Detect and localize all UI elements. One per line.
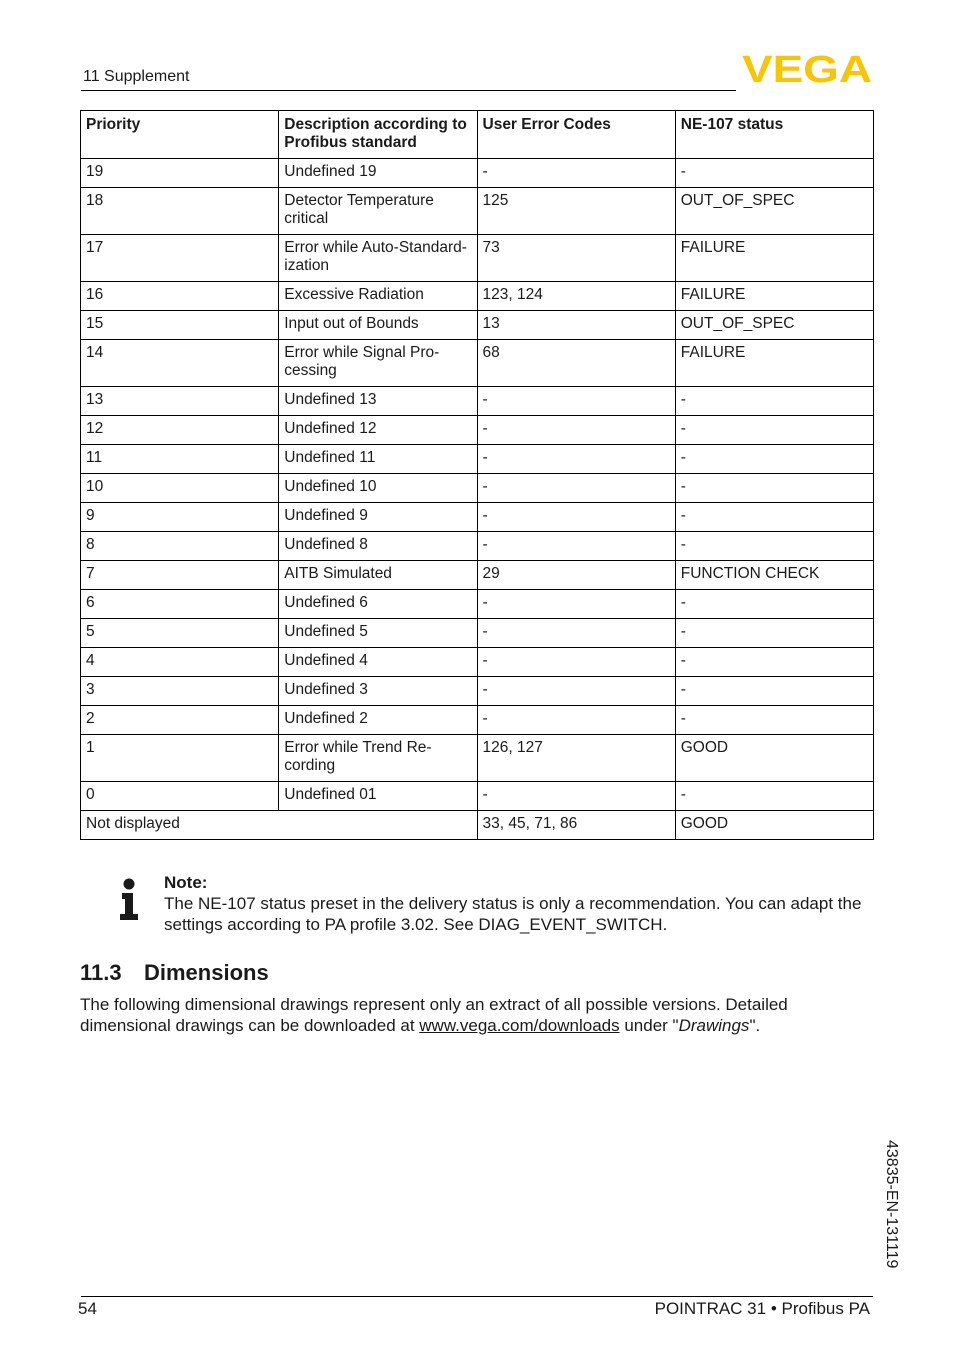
status-cell: GOOD: [675, 811, 873, 840]
error-code-cell: 123, 124: [477, 282, 675, 311]
description-cell: Undefined 6: [279, 590, 477, 619]
column-header: Description according to Profibus standard: [279, 111, 477, 159]
priority-cell: 6: [81, 590, 279, 619]
priority-cell: 7: [81, 561, 279, 590]
status-cell: -: [675, 503, 873, 532]
document-id-text: 43835-EN-131119: [883, 1140, 900, 1269]
status-cell: -: [675, 445, 873, 474]
table-row: [81, 282, 874, 311]
status-cell: OUT_OF_SPEC: [675, 311, 873, 340]
error-priority-table: [80, 110, 874, 840]
priority-cell: 8: [81, 532, 279, 561]
table-row: [81, 503, 874, 532]
table-row: [81, 445, 874, 474]
error-code-cell: -: [477, 474, 675, 503]
product-name: POINTRAC 31 • Profibus PA: [654, 1299, 870, 1318]
table-row: [81, 188, 874, 235]
error-code-cell: -: [477, 619, 675, 648]
error-code-cell: -: [477, 416, 675, 445]
priority-cell: 13: [81, 387, 279, 416]
header-rule: [81, 90, 736, 91]
error-code-cell: -: [477, 677, 675, 706]
priority-cell: 10: [81, 474, 279, 503]
table-row: [81, 735, 874, 782]
description-cell: Undefined 4: [279, 648, 477, 677]
error-code-cell: -: [477, 782, 675, 811]
priority-cell: 17: [81, 235, 279, 282]
priority-cell: 1: [81, 735, 279, 782]
priority-cell: 12: [81, 416, 279, 445]
description-cell: Undefined 8: [279, 532, 477, 561]
table-row: [81, 561, 874, 590]
vega-logo-text: VEGA: [742, 52, 872, 84]
description-cell: Detector Temperature critical: [279, 188, 477, 235]
table-row-not-displayed: [81, 811, 874, 840]
table-row: [81, 619, 874, 648]
table-row: [81, 590, 874, 619]
section-paragraph: [80, 994, 880, 1036]
column-header: Priority: [81, 111, 279, 159]
table-row: [81, 340, 874, 387]
description-cell: Undefined 13: [279, 387, 477, 416]
error-code-cell: 33, 45, 71, 86: [477, 811, 675, 840]
description-cell: Error while Trend Re-cording: [279, 735, 477, 782]
priority-cell: 4: [81, 648, 279, 677]
table-row: [81, 235, 874, 282]
description-cell: Undefined 12: [279, 416, 477, 445]
description-cell: Undefined 5: [279, 619, 477, 648]
table-row: [81, 532, 874, 561]
priority-cell: 3: [81, 677, 279, 706]
drawings-term: Drawings: [678, 1016, 750, 1035]
error-code-cell: 126, 127: [477, 735, 675, 782]
priority-cell: 2: [81, 706, 279, 735]
status-cell: FAILURE: [675, 235, 873, 282]
table-row: [81, 416, 874, 445]
priority-cell: 9: [81, 503, 279, 532]
status-cell: -: [675, 782, 873, 811]
description-cell: Undefined 10: [279, 474, 477, 503]
error-code-cell: -: [477, 532, 675, 561]
page-number: 54: [78, 1299, 97, 1318]
description-cell: AITB Simulated: [279, 561, 477, 590]
error-code-cell: -: [477, 706, 675, 735]
error-code-cell: -: [477, 387, 675, 416]
info-icon: [118, 878, 140, 920]
table-row: [81, 782, 874, 811]
running-header: 11 Supplement: [83, 68, 190, 85]
note-title: Note:: [164, 873, 208, 892]
description-cell: Undefined 19: [279, 159, 477, 188]
description-cell: Undefined 01: [279, 782, 477, 811]
error-code-cell: -: [477, 590, 675, 619]
footer-rule: [81, 1296, 873, 1297]
priority-cell: 14: [81, 340, 279, 387]
priority-cell: 0: [81, 782, 279, 811]
status-cell: FAILURE: [675, 340, 873, 387]
description-cell: Undefined 11: [279, 445, 477, 474]
priority-cell: 19: [81, 159, 279, 188]
vega-logo: [742, 52, 872, 84]
description-cell: Undefined 3: [279, 677, 477, 706]
section-title: Dimensions: [144, 960, 269, 985]
priority-cell: 5: [81, 619, 279, 648]
table-row: [81, 648, 874, 677]
paragraph-text: under ": [619, 1016, 679, 1035]
table-row: [81, 677, 874, 706]
error-code-cell: -: [477, 445, 675, 474]
error-code-cell: 125: [477, 188, 675, 235]
priority-cell: 16: [81, 282, 279, 311]
column-header: User Error Codes: [477, 111, 675, 159]
status-cell: -: [675, 387, 873, 416]
error-code-cell: -: [477, 159, 675, 188]
note-text: The NE-107 status preset in the delivery status is only a recommendation. You can adapt the settings according to PA profile 3.02. See DIAG_EVENT_SWITCH.: [164, 894, 862, 934]
table-row: [81, 474, 874, 503]
description-cell: Error while Auto-Standard-ization: [279, 235, 477, 282]
not-displayed-cell: Not displayed: [81, 811, 478, 840]
description-cell: Undefined 9: [279, 503, 477, 532]
error-code-cell: 29: [477, 561, 675, 590]
paragraph-text: The following dimensional drawings represent only an extract of all possible versions. Detailed dimensional drawings can be downloaded at: [80, 995, 788, 1035]
table-row: [81, 387, 874, 416]
status-cell: OUT_OF_SPEC: [675, 188, 873, 235]
section-number: 11.3: [80, 960, 122, 985]
table-header-row: [81, 111, 874, 159]
status-cell: -: [675, 648, 873, 677]
status-cell: -: [675, 677, 873, 706]
column-header: NE-107 status: [675, 111, 873, 159]
error-code-cell: 68: [477, 340, 675, 387]
table-row: [81, 311, 874, 340]
description-cell: Undefined 2: [279, 706, 477, 735]
error-code-cell: -: [477, 503, 675, 532]
document-id: [880, 1140, 900, 1290]
description-cell: Excessive Radiation: [279, 282, 477, 311]
status-cell: -: [675, 416, 873, 445]
status-cell: -: [675, 619, 873, 648]
status-cell: -: [675, 706, 873, 735]
table-row: [81, 706, 874, 735]
description-cell: Error while Signal Pro-cessing: [279, 340, 477, 387]
priority-cell: 18: [81, 188, 279, 235]
error-code-cell: -: [477, 648, 675, 677]
downloads-link[interactable]: www.vega.com/downloads: [419, 1016, 620, 1035]
status-cell: FAILURE: [675, 282, 873, 311]
error-code-cell: 13: [477, 311, 675, 340]
status-cell: -: [675, 159, 873, 188]
status-cell: -: [675, 474, 873, 503]
priority-cell: 11: [81, 445, 279, 474]
section-heading: [80, 960, 269, 986]
status-cell: -: [675, 590, 873, 619]
description-cell: Input out of Bounds: [279, 311, 477, 340]
error-code-cell: 73: [477, 235, 675, 282]
table-row: [81, 159, 874, 188]
status-cell: GOOD: [675, 735, 873, 782]
status-cell: FUNCTION CHECK: [675, 561, 873, 590]
priority-cell: 15: [81, 311, 279, 340]
paragraph-text: ".: [749, 1016, 761, 1035]
status-cell: -: [675, 532, 873, 561]
note-block: [164, 872, 874, 935]
